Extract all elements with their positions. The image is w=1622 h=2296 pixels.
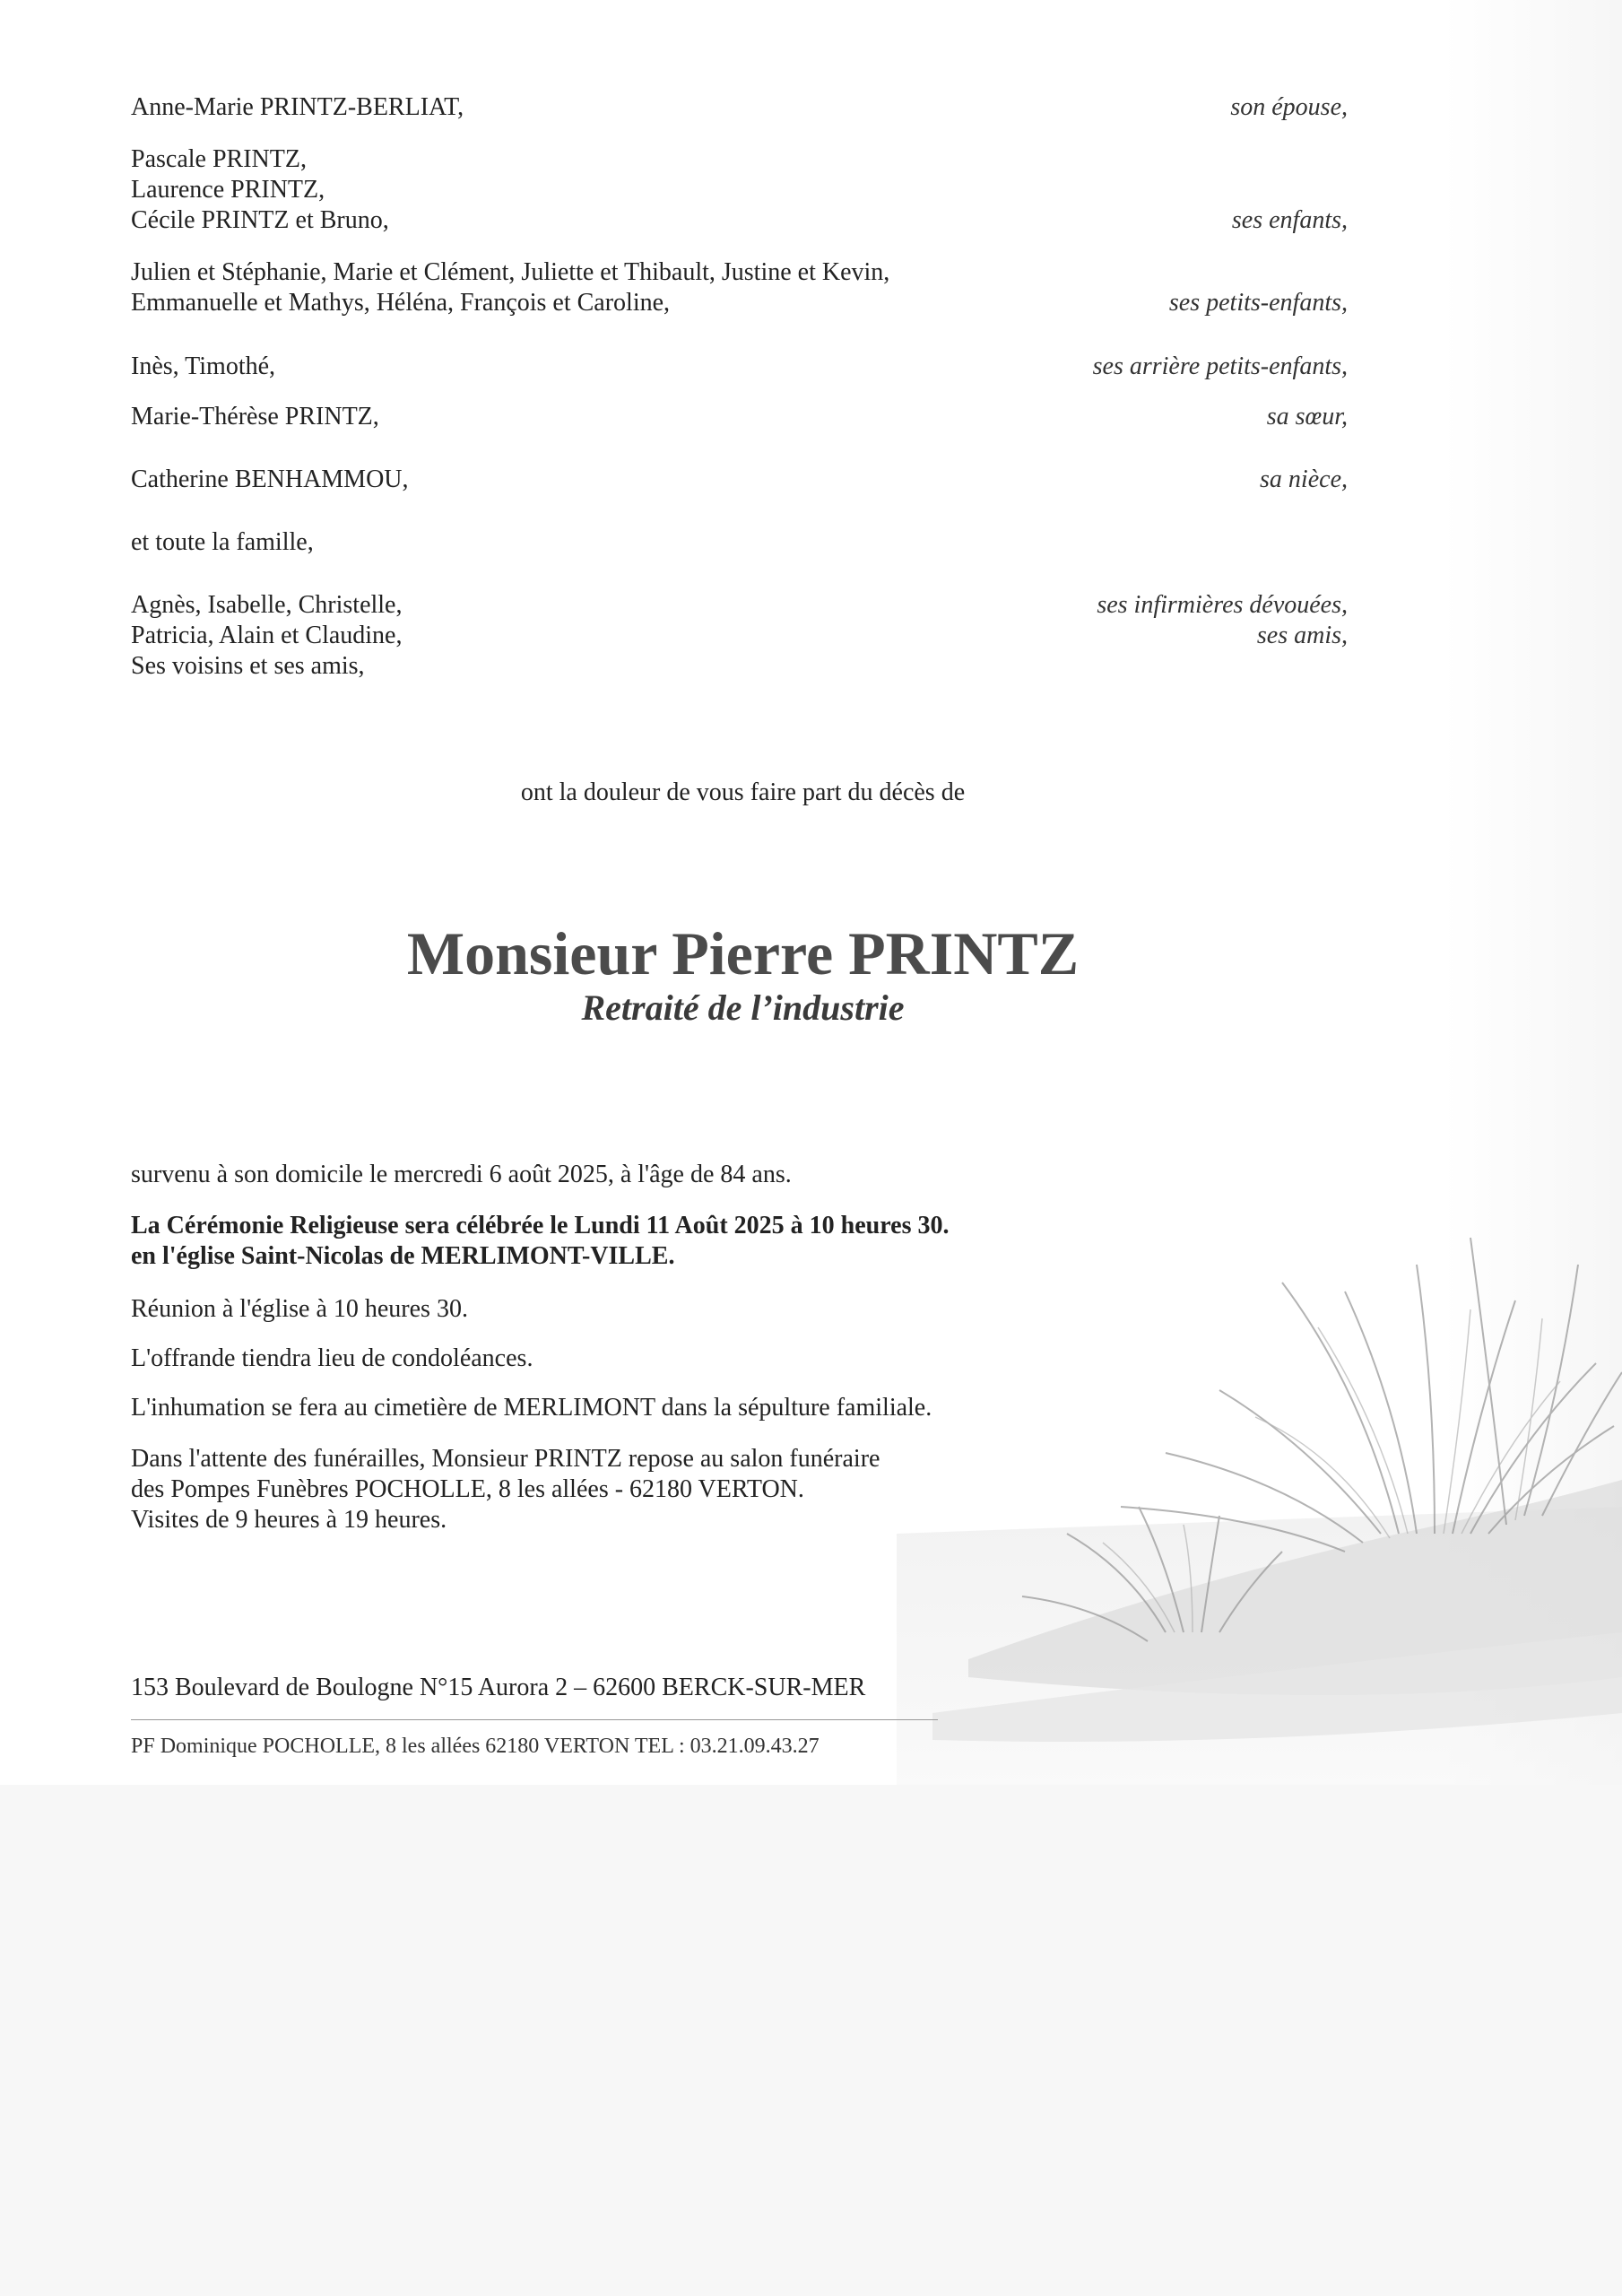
rest-location: des Pompes Funèbres POCHOLLE, 8 les allées - 62180 VERTON.: [131, 1475, 804, 1503]
visits-info: Visites de 9 heures à 19 heures.: [131, 1506, 447, 1534]
family-names: Pascale PRINTZ,: [131, 145, 307, 173]
funeral-home-contact: PF Dominique POCHOLLE, 8 les allées 62180 VERTON TEL : 03.21.09.43.27: [131, 1735, 820, 1758]
family-row-niece: [131, 465, 1348, 495]
family-row-sister: [131, 402, 1348, 432]
family-relation: sa sœur,: [1266, 403, 1348, 430]
death-notice: survenu à son domicile le mercredi 6 août 2025, à l'âge de 84 ans.: [131, 1161, 792, 1188]
family-relation: ses arrière petits-enfants,: [1092, 352, 1348, 380]
announcement-intro: ont la douleur de vous faire part du décès de: [520, 778, 966, 806]
family-names: Agnès, Isabelle, Christelle,: [131, 591, 403, 619]
family-names: Emmanuelle et Mathys, Héléna, François et Caroline,: [131, 289, 671, 317]
family-row-family: [131, 527, 1348, 558]
family-row-spouse: [131, 92, 1348, 123]
family-names: Julien et Stéphanie, Marie et Clément, Juliette et Thibault, Justine et Kevin,: [131, 258, 890, 286]
family-row-great-grandchildren: [131, 352, 1348, 382]
family-row-children: [131, 144, 1348, 236]
family-names: Cécile PRINTZ et Bruno,: [131, 206, 389, 234]
family-names: Patricia, Alain et Claudine,: [131, 622, 403, 649]
family-relation: ses infirmières dévouées,: [1097, 591, 1348, 619]
deceased-role: Retraité de l’industrie: [581, 987, 905, 1028]
ceremony-location: en l'église Saint-Nicolas de MERLIMONT-VILLE.: [131, 1242, 675, 1270]
family-relation: sa nièce,: [1260, 465, 1348, 493]
family-names: et toute la famille,: [131, 528, 314, 556]
family-names: Catherine BENHAMMOU,: [131, 465, 409, 493]
family-names: Ses voisins et ses amis,: [131, 652, 365, 680]
family-row-nurses: [131, 590, 1348, 682]
family-names: Marie-Thérèse PRINTZ,: [131, 403, 379, 430]
family-names: Inès, Timothé,: [131, 352, 276, 380]
family-relation: ses petits-enfants,: [1168, 289, 1348, 317]
family-names: Anne-Marie PRINTZ-BERLIAT,: [131, 93, 464, 121]
family-row-grandchildren: [131, 257, 1348, 318]
rest-info: Dans l'attente des funérailles, Monsieur PRINTZ repose au salon funéraire: [131, 1445, 880, 1473]
offering-info: L'offrande tiendra lieu de condoléances.: [131, 1344, 533, 1372]
family-address: 153 Boulevard de Boulogne N°15 Aurora 2 – 62600 BERCK-SUR-MER: [131, 1674, 866, 1701]
footer-divider: [131, 1719, 938, 1720]
deceased-name: Monsieur Pierre PRINTZ: [406, 919, 1080, 987]
family-relation: son épouse,: [1230, 93, 1348, 121]
family-names: Laurence PRINTZ,: [131, 176, 325, 204]
scan-margin: [0, 1785, 1622, 2296]
family-relation: ses amis,: [1256, 622, 1348, 649]
burial-info: L'inhumation se fera au cimetière de MERLIMONT dans la sépulture familiale.: [131, 1394, 932, 1422]
family-relation: ses enfants,: [1231, 206, 1348, 234]
ceremony-line: La Cérémonie Religieuse sera célébrée le Lundi 11 Août 2025 à 10 heures 30.: [131, 1212, 950, 1239]
meeting-info: Réunion à l'église à 10 heures 30.: [131, 1295, 468, 1323]
